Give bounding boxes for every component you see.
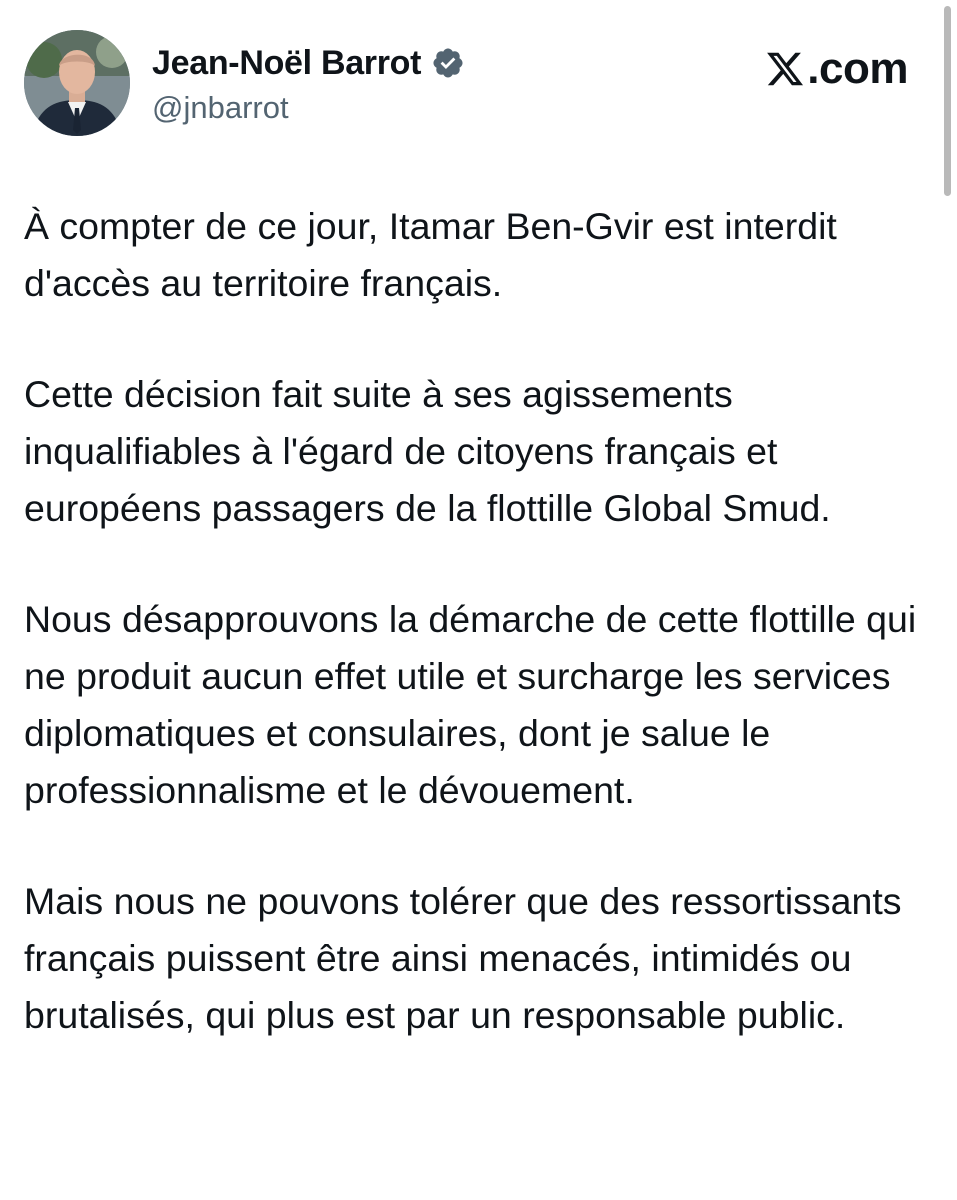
- user-info: [152, 42, 465, 126]
- x-logo-icon: [765, 49, 805, 89]
- tweet-paragraph: Mais nous ne pouvons tolérer que des ressortissants français puissent être ainsi menacés, intimidés ou brutalisés, qui plus est par un responsable public.: [24, 880, 902, 1036]
- display-name-row: [152, 42, 465, 84]
- tweet-paragraph: Nous désapprouvons la démarche de cette flottille qui ne produit aucun effet utile et surcharge les services diplomatiques et consulaires, dont je salue le professionnalisme et le dévouement.: [24, 598, 917, 811]
- brand-logo[interactable]: [765, 44, 908, 94]
- display-name[interactable]: Jean-Noël Barrot: [152, 43, 422, 82]
- tweet-paragraph: À compter de ce jour, Itamar Ben-Gvir est interdit d'accès au territoire français.: [24, 205, 837, 304]
- tweet-header: [24, 30, 914, 140]
- avatar[interactable]: [24, 30, 130, 136]
- scrollbar[interactable]: [944, 6, 951, 196]
- verified-badge-icon: [431, 46, 465, 80]
- tweet-paragraph: Cette décision fait suite à ses agissements inqualifiables à l'égard de citoyens français et européens passagers de la flottille Global Smud.: [24, 373, 831, 529]
- handle[interactable]: @jnbarrot: [152, 90, 289, 125]
- tweet-text: [24, 198, 929, 1098]
- brand-label: .com: [807, 44, 908, 93]
